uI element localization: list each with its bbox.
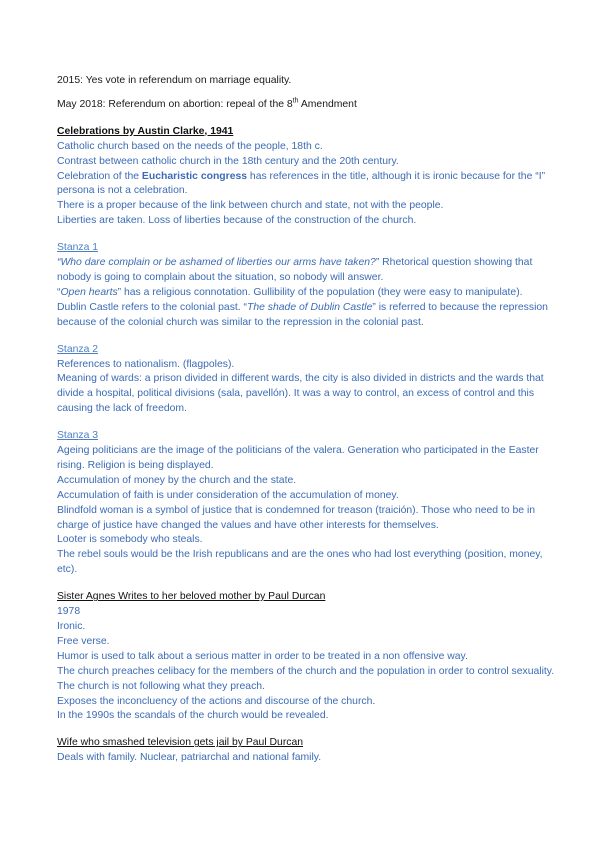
sister-agnes-line: 1978 — [57, 606, 81, 618]
celebrations-line: There is a proper because of the link between church and state, not with the people. — [57, 200, 444, 212]
wife-line: Deals with family. Nuclear, patriarchal and national family. — [57, 752, 322, 764]
stanza3-line: Accumulation of money by the church and the state. — [57, 474, 297, 486]
sister-agnes-line: Exposes the inconcluency of the actions and discourse of the church. — [57, 695, 376, 707]
stanza1-line — [57, 286, 560, 301]
section-wife — [57, 736, 560, 766]
section-stanza-3 — [57, 429, 560, 578]
intro-superscript: th — [292, 97, 299, 105]
celebrations-text: has references in the title, although it is ironic because for the “I” persona is not a celebration. — [57, 170, 546, 197]
section-sister-agnes — [57, 590, 560, 724]
sister-agnes-line: The church preaches celibacy for the members of the church and the population in order to control sexuality. The church is not following what they preach. — [57, 665, 555, 692]
stanza1-quote: The shade of Dublin Castle — [247, 301, 373, 313]
stanza3-line: Ageing politicians are the image of the politicians of the valera. Generation who participated in the Easter rising. Religion is being displayed. — [57, 445, 539, 471]
stanza1-line — [57, 256, 560, 286]
celebrations-text: Celebration of the — [57, 170, 142, 182]
stanza1-text: ” has a religious connotation. Gullibility of the population (they were easy to manipulate). — [117, 286, 523, 298]
celebrations-line: Liberties are taken. Loss of liberties because of the construction of the church. — [57, 215, 417, 227]
heading-celebrations: Celebrations by Austin Clarke, 1941 — [57, 125, 234, 137]
stanza3-line: The rebel souls would be the Irish republicans and are the ones who had lost everything (position, money, etc). — [57, 549, 543, 576]
celebrations-line: Contrast between catholic church in the 18th century and the 20th century. — [57, 155, 399, 167]
section-stanza-2 — [57, 343, 560, 418]
stanza1-text: ” is referred to because the repression because of the colonial church was similar to the repression in the colonial past. — [57, 301, 548, 328]
sister-agnes-line: Humor is used to talk about a serious matter in order to be treated in a non offensive way. — [57, 650, 468, 662]
stanza1-line — [57, 301, 560, 331]
heading-stanza-1: Stanza 1 — [57, 242, 99, 254]
stanza1-quote: “Who dare complain or be ashamed of liberties our arms have taken? — [57, 257, 376, 269]
stanza1-text: Dublin Castle refers to the colonial past. “ — [57, 301, 248, 313]
intro-line-marriage: 2015: Yes vote in referendum on marriage equality. — [57, 75, 292, 86]
stanza1-text: ” Rhetorical question showing that nobody is going to complain about the situation, so nobody will answer. — [57, 257, 533, 283]
sister-agnes-line: Free verse. — [57, 635, 110, 647]
heading-sister-agnes: Sister Agnes Writes to her beloved mother by Paul Durcan — [57, 591, 326, 603]
intro-line-abortion — [57, 98, 560, 113]
section-stanza-1 — [57, 241, 560, 330]
heading-stanza-3: Stanza 3 — [57, 430, 99, 442]
stanza1-text: “ — [57, 286, 61, 298]
heading-stanza-2: Stanza 2 — [57, 343, 99, 355]
stanza3-line: Accumulation of faith is under consideration of the accumulation of money. — [57, 489, 399, 501]
intro-line-abortion-text: May 2018: Referendum on abortion: repeal of the 8 — [57, 98, 293, 110]
sister-agnes-line: In the 1990s the scandals of the church would be revealed. — [57, 710, 329, 722]
intro-line-abortion-end: Amendment — [298, 98, 357, 110]
celebrations-line — [57, 170, 560, 200]
celebrations-line: Catholic church based on the needs of the people, 18th c. — [57, 140, 323, 152]
stanza1-quote: Open hearts — [60, 286, 118, 298]
heading-wife: Wife who smashed television gets jail by Paul Durcan — [57, 737, 304, 749]
stanza3-line: Looter is somebody who steals. — [57, 534, 203, 546]
stanza2-line: Meaning of wards: a prison divided in different wards, the city is also divided in districts and the wards that divide a hospital, political divisions (sala, pavellón). It was a way to control, an excess of control and this causing the lack of freedom. — [57, 373, 544, 415]
stanza2-line: References to nationalism. (flagpoles). — [57, 358, 235, 370]
section-celebrations — [57, 125, 560, 229]
eucharistic-congress-bold: Eucharistic congress — [141, 170, 248, 182]
stanza3-line: Blindfold woman is a symbol of justice that is condemned for treason (traición). Those who need to be in charge of justice have changed the values and have other interests for themselves. — [57, 504, 536, 531]
sister-agnes-line: Ironic. — [57, 621, 86, 632]
